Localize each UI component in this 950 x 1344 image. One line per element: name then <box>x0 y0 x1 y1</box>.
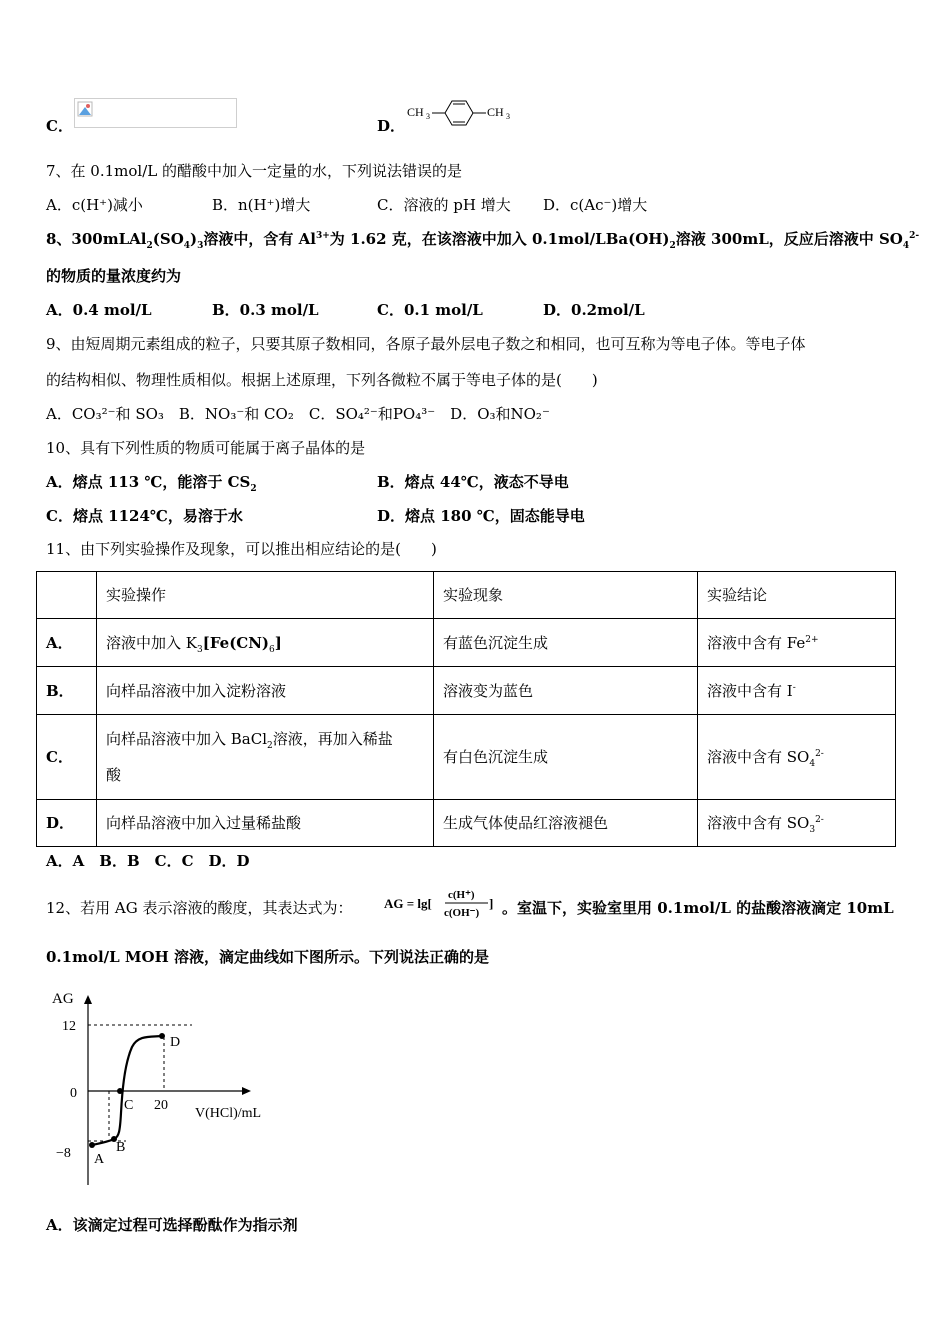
x-tick-20: 20 <box>154 1098 168 1113</box>
q7-option-c: C．溶液的 pH 增大 <box>377 196 511 214</box>
ch3-right-sub: 3 <box>506 112 510 121</box>
table-row <box>37 619 896 667</box>
formula-lhs: AG = lg[ <box>384 896 432 911</box>
q7-option-d: D．c(Ac⁻)增大 <box>543 196 648 214</box>
q7-option-a: A．c(H⁺)减小 <box>46 196 143 214</box>
q6-option-d-label: D． <box>377 117 406 135</box>
q6-option-c-label: C． <box>46 117 73 135</box>
table-row <box>37 715 896 800</box>
point-d <box>159 1033 165 1039</box>
table-row <box>37 800 896 847</box>
q9-stem-line2: 的结构相似、物理性质相似。根据上述原理，下列各微粒不属于等电子体的是( ) <box>46 371 598 389</box>
q12-stem-line2: 0.1mol/L MOH 溶液，滴定曲线如下图所示。下列说法正确的是 <box>46 948 489 966</box>
broken-image-icon <box>77 101 93 117</box>
row-phenomenon: 有白色沉淀生成 <box>434 715 698 800</box>
q11-answers: A．A B．B C．C D．D <box>46 852 250 870</box>
formula-denominator: c(OH⁻) <box>444 907 480 919</box>
q12-stem-part1: 12、若用 AG 表示溶液的酸度，其表达式为： <box>46 899 353 917</box>
q10-option-a: A．熔点 113 ℃，能溶于 $CS_2$ <box>46 473 257 494</box>
x-axis-arrow <box>242 1087 251 1095</box>
row-phenomenon: 生成气体使品红溶液褪色 <box>434 800 698 847</box>
q7-option-b: B．n(H⁺)增大 <box>212 196 311 214</box>
y-tick-12: 12 <box>62 1019 76 1034</box>
q9-options: A．CO₃²⁻和 SO₃ B．NO₃⁻和 CO₂ C．SO₄²⁻和PO₄³⁻ D．O₃和NO₂⁻ <box>46 405 550 423</box>
q8-option-d: D．0.2mol/L <box>543 301 645 319</box>
q8-option-b: B．0.3 mol/L <box>212 301 319 319</box>
table-header-row <box>37 572 896 619</box>
y-axis-label: AG <box>52 991 74 1007</box>
row-operation: 溶液中加入 $K_3[Fe(CN)_6]$ <box>97 619 434 667</box>
q12-stem-part2: 。室温下，实验室里用 0.1mol/L 的盐酸溶液滴定 10mL <box>502 899 894 917</box>
y-axis-arrow <box>84 995 92 1004</box>
experiment-table <box>36 571 896 847</box>
point-c <box>117 1088 123 1094</box>
x-axis-label: V(HCl)/mL <box>195 1106 262 1121</box>
q8-option-a: A．0.4 mol/L <box>46 301 152 319</box>
benzene-ring <box>445 101 473 125</box>
table-row <box>37 667 896 715</box>
row-label: C． <box>37 715 97 800</box>
formula-numerator: c(H⁺) <box>448 889 475 901</box>
row-conclusion: 溶液中含有 $SO_3^{2-}$ <box>698 800 896 847</box>
row-conclusion: 溶液中含有 $SO_4^{2-}$ <box>698 715 896 800</box>
row-operation: 向样品溶液中加入淀粉溶液 <box>97 667 434 715</box>
q8-option-c: C．0.1 mol/L <box>377 301 483 319</box>
point-d-label: D <box>170 1035 181 1050</box>
point-a <box>89 1142 95 1148</box>
q10-option-b: B．熔点 44℃，液态不导电 <box>377 473 569 491</box>
ch3-left-sub: 3 <box>426 112 430 121</box>
q8-stem-line2: 的物质的量浓度约为 <box>46 267 182 285</box>
row-operation: 向样品溶液中加入过量稀盐酸 <box>97 800 434 847</box>
header-cell-phenomenon: 实验现象 <box>434 572 698 619</box>
y-tick-minus8: −8 <box>56 1146 71 1161</box>
ch3-right-label: CH <box>487 105 504 119</box>
q12-option-a: A．该滴定过程可选择酚酞作为指示剂 <box>46 1216 298 1234</box>
row-operation: 向样品溶液中加入 BaCl$_2$溶液，再加入稀盐 酸 <box>97 715 434 800</box>
point-b-label: B <box>116 1140 126 1155</box>
row-conclusion: 溶液中含有 I- <box>698 667 896 715</box>
header-cell-empty <box>37 572 97 619</box>
q10-stem: 10、具有下列性质的物质可能属于离子晶体的是 <box>46 439 366 457</box>
q8-stem: 8、$300mLAl_2(SO_4)_3$溶液中，含有 $Al^{3+}$为 1.62 克，在该溶液中加入 $0.1mol/LBa(OH)_2$溶液 300mL，反应后溶液中 $SO_4^{2-}$ <box>46 230 920 251</box>
point-c-label: C <box>124 1098 134 1113</box>
row-conclusion: 溶液中含有 $Fe^{2+}$ <box>698 619 896 667</box>
y-tick-0: 0 <box>70 1086 77 1101</box>
header-cell-conclusion: 实验结论 <box>698 572 896 619</box>
q10-option-c: C．熔点 1124℃，易溶于水 <box>46 507 243 525</box>
q11-stem: 11、由下列实验操作及现象，可以推出相应结论的是( ) <box>46 540 437 558</box>
row-phenomenon: 有蓝色沉淀生成 <box>434 619 698 667</box>
row-label: D． <box>37 800 97 847</box>
header-cell-operation: 实验操作 <box>97 572 434 619</box>
p-xylene-structure <box>405 97 520 131</box>
row-label: A． <box>37 619 97 667</box>
q10-option-d: D．熔点 180 ℃，固态能导电 <box>377 507 585 525</box>
row-label: B． <box>37 667 97 715</box>
formula-rhs: ] <box>489 896 494 911</box>
ag-formula <box>382 884 498 924</box>
point-a-label: A <box>94 1152 105 1167</box>
q9-stem-line1: 9、由短周期元素组成的粒子，只要其原子数相同，各原子最外层电子数之和相同，也可互称为等电子体。等电子体 <box>46 335 806 353</box>
ch3-left-label: CH <box>407 105 424 119</box>
q7-stem: 7、在 0.1mol/L 的醋酸中加入一定量的水，下列说法错误的是 <box>46 162 463 180</box>
row-phenomenon: 溶液变为蓝色 <box>434 667 698 715</box>
broken-image-placeholder <box>74 98 237 128</box>
titration-chart <box>40 985 300 1195</box>
